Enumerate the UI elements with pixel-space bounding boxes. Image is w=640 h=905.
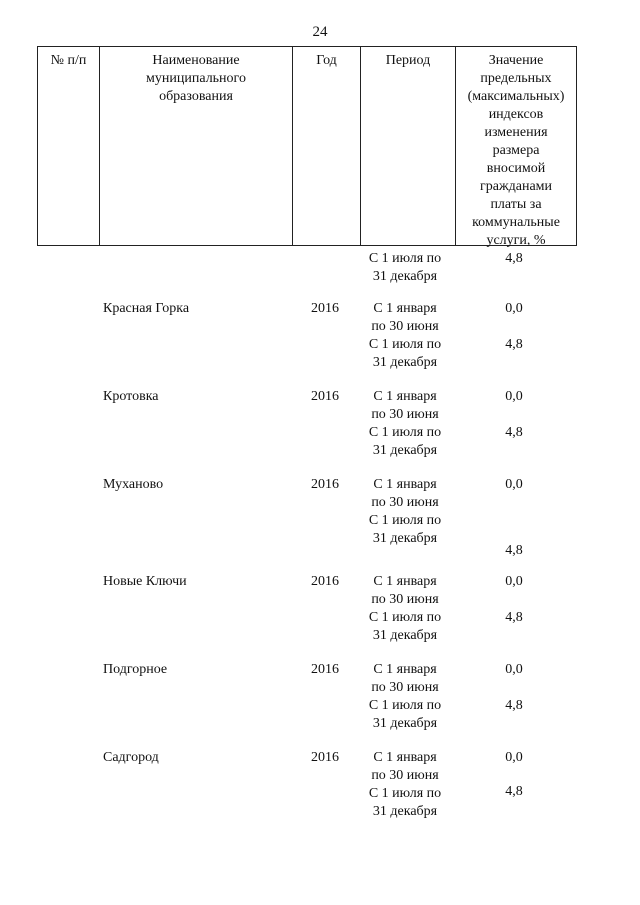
municipality-name: Муханово bbox=[103, 477, 164, 492]
row-year: 2016 bbox=[311, 477, 339, 492]
value-first-half: 0,0 bbox=[505, 301, 523, 316]
header-col-name: Наименование муниципального образования bbox=[146, 53, 246, 104]
header-col-period: Период bbox=[385, 53, 431, 68]
row-year: 2016 bbox=[311, 389, 339, 404]
value-second-half: 4,8 bbox=[505, 425, 523, 440]
table-header bbox=[37, 46, 577, 246]
value-second-half: 4,8 bbox=[505, 337, 523, 352]
continuation-period: С 1 июля по 31 декабря bbox=[368, 251, 442, 284]
period-first-half: С 1 января по 30 июня bbox=[371, 301, 439, 334]
row-year: 2016 bbox=[311, 574, 339, 589]
period-first-half: С 1 января по 30 июня bbox=[371, 662, 439, 695]
period-second-half: С 1 июля по 31 декабря bbox=[368, 513, 442, 546]
value-second-half: 4,8 bbox=[505, 698, 523, 713]
period-second-half: С 1 июля по 31 декабря bbox=[368, 337, 442, 370]
period-first-half: С 1 января по 30 июня bbox=[371, 477, 439, 510]
row-year: 2016 bbox=[311, 301, 339, 316]
period-second-half: С 1 июля по 31 декабря bbox=[368, 698, 442, 731]
value-second-half: 4,8 bbox=[505, 784, 523, 799]
value-first-half: 0,0 bbox=[505, 477, 523, 492]
municipality-name: Садгород bbox=[103, 750, 159, 765]
row-year: 2016 bbox=[311, 662, 339, 677]
continuation-value: 4,8 bbox=[505, 251, 523, 266]
period-first-half: С 1 января по 30 июня bbox=[371, 574, 439, 607]
value-first-half: 0,0 bbox=[505, 574, 523, 589]
header-col-value: Значение предельных (максимальных) индексов изменения размера вносимой гражданами платы за коммунальные услуги, % bbox=[467, 53, 565, 248]
column-divider bbox=[360, 47, 361, 245]
header-col-year: Год bbox=[316, 53, 337, 68]
page-number: 24 bbox=[312, 24, 328, 40]
value-first-half: 0,0 bbox=[505, 389, 523, 404]
period-second-half: С 1 июля по 31 декабря bbox=[368, 425, 442, 458]
column-divider bbox=[292, 47, 293, 245]
period-second-half: С 1 июля по 31 декабря bbox=[368, 610, 442, 643]
row-year: 2016 bbox=[311, 750, 339, 765]
header-col-number: № п/п bbox=[50, 53, 87, 68]
value-second-half: 4,8 bbox=[505, 610, 523, 625]
value-first-half: 0,0 bbox=[505, 750, 523, 765]
period-second-half: С 1 июля по 31 декабря bbox=[368, 786, 442, 819]
municipality-name: Красная Горка bbox=[103, 301, 190, 316]
municipality-name: Кротовка bbox=[103, 389, 159, 404]
value-first-half: 0,0 bbox=[505, 662, 523, 677]
period-first-half: С 1 января по 30 июня bbox=[371, 389, 439, 422]
municipality-name: Новые Ключи bbox=[103, 574, 187, 589]
municipality-name: Подгорное bbox=[103, 662, 168, 677]
period-first-half: С 1 января по 30 июня bbox=[371, 750, 439, 783]
value-second-half: 4,8 bbox=[505, 543, 523, 558]
